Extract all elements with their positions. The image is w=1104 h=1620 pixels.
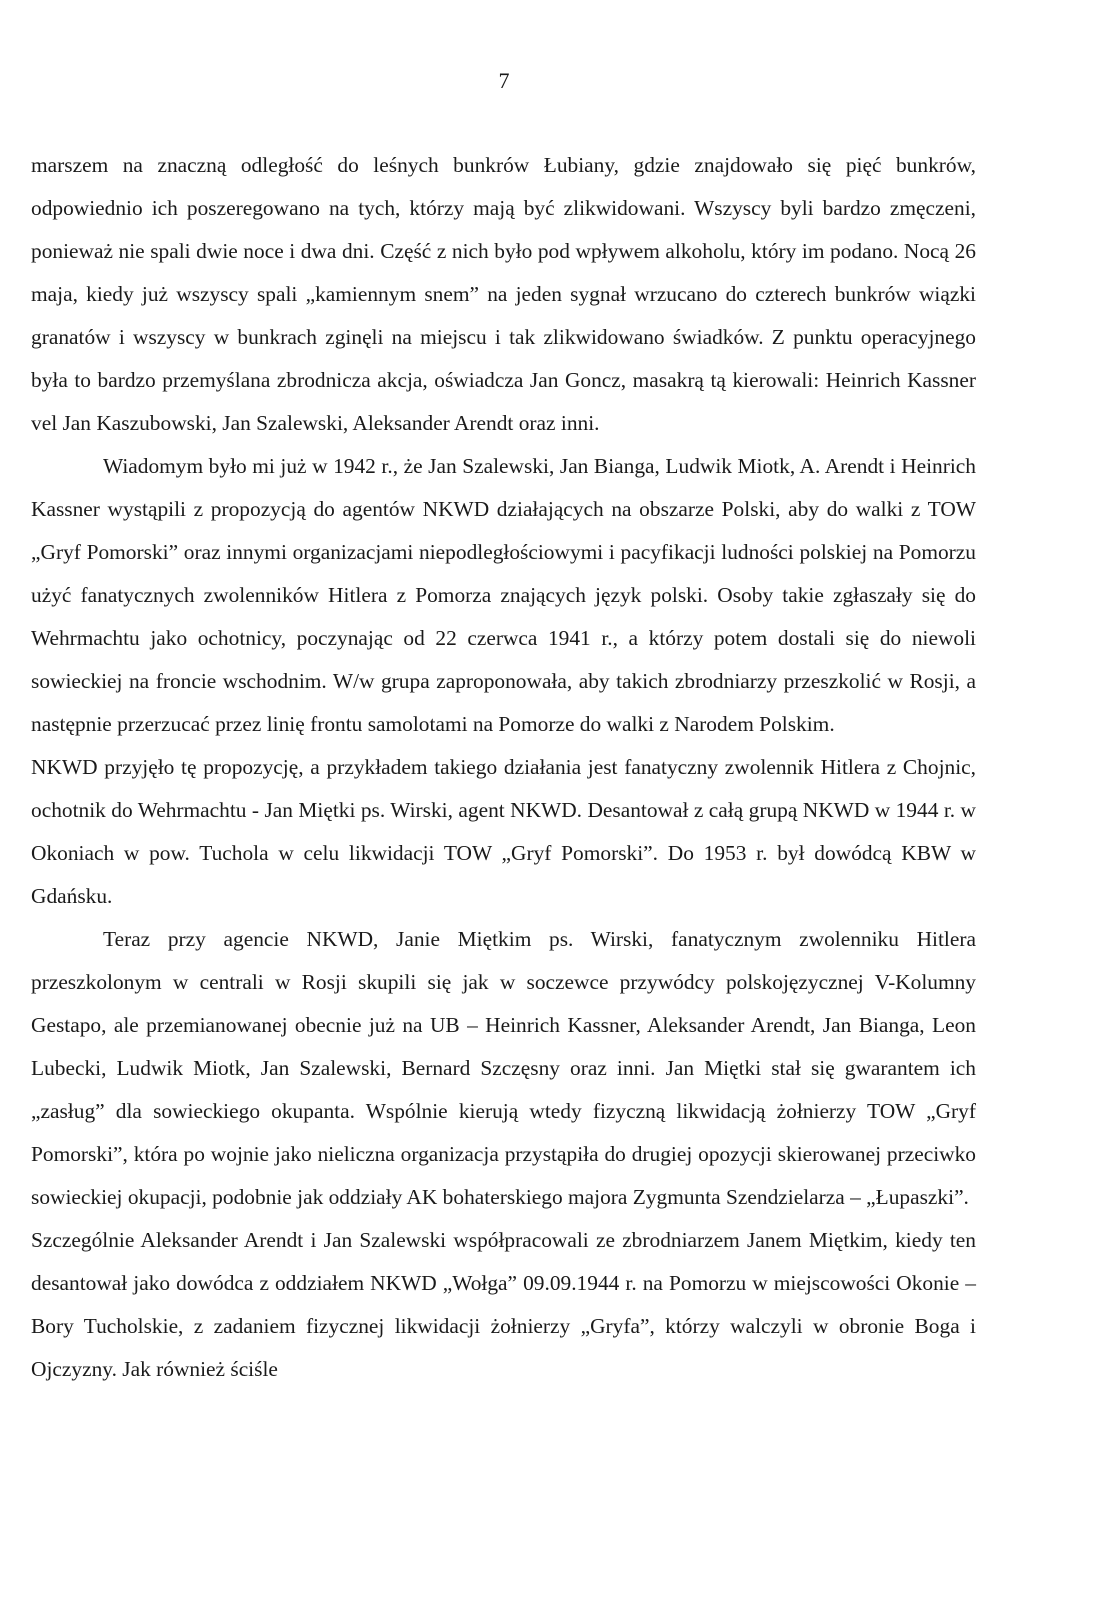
document-body <box>31 144 976 1391</box>
paragraph-2: Wiadomym było mi już w 1942 r., że Jan Szalewski, Jan Bianga, Ludwik Miotk, A. Arendt i Heinrich Kassner wystąpili z propozycją do agentów NKWD działających na obszarze Polski, aby do walki z TOW „Gryf Pomorski” oraz innymi organizacjami niepodległościowymi i pacyfikacji ludności polskiej na Pomorzu użyć fanatycznych zwolenników Hitlera z Pomorza znających język polski. Osoby takie zgłaszały się do Wehrmachtu jako ochotnicy, poczynając od 22 czerwca 1941 r., a którzy potem dostali się do niewoli sowieckiej na froncie wschodnim. W/w grupa zaproponowała, aby takich zbrodniarzy przeszkolić w Rosji, a następnie przerzucać przez linię frontu samolotami na Pomorze do walki z Narodem Polskim. <box>31 454 976 736</box>
paragraph-1: marszem na znaczną odległość do leśnych bunkrów Łubiany, gdzie znajdowało się pięć bunkrów, odpowiednio ich poszeregowano na tych, którzy mają być zlikwidowani. Wszyscy byli bardzo zmęczeni, ponieważ nie spali dwie noce i dwa dni. Część z nich było pod wpływem alkoholu, który im podano. Nocą 26 maja, kiedy już wszyscy spali „kamiennym snem” na jeden sygnał wrzucano do czterech bunkrów wiązki granatów i wszyscy w bunkrach zginęli na miejscu i tak zlikwidowano świadków. Z punktu operacyjnego była to bardzo przemyślana zbrodnicza akcja, oświadcza Jan Goncz, masakrą tą kierowali: Heinrich Kassner vel Jan Kaszubowski, Jan Szalewski, Aleksander Arendt oraz inni. <box>31 153 976 435</box>
paragraph-3: NKWD przyjęło tę propozycję, a przykładem takiego działania jest fanatyczny zwolennik Hitlera z Chojnic, ochotnik do Wehrmachtu - Jan Miętki ps. Wirski, agent NKWD. Desantował z całą grupą NKWD w 1944 r. w Okoniach w pow. Tuchola w celu likwidacji TOW „Gryf Pomorski”. Do 1953 r. był dowódcą KBW w Gdańsku. <box>31 755 976 908</box>
page-number: 7 <box>498 68 510 93</box>
paragraph-5: Szczególnie Aleksander Arendt i Jan Szalewski współpracowali ze zbrodniarzem Janem Miętkim, kiedy ten desantował jako dowódca z oddziałem NKWD „Wołga” 09.09.1944 r. na Pomorzu w miejscowości Okonie – Bory Tucholskie, z zadaniem fizycznej likwidacji żołnierzy „Gryfa”, którzy walczyli w obronie Boga i Ojczyzny. Jak również ściśle <box>31 1228 976 1381</box>
paragraph-4: Teraz przy agencie NKWD, Janie Miętkim ps. Wirski, fanatycznym zwolenniku Hitlera przeszkolonym w centrali w Rosji skupili się jak w soczewce przywódcy polskojęzycznej V-Kolumny Gestapo, ale przemianowanej obecnie już na UB – Heinrich Kassner, Aleksander Arendt, Jan Bianga, Leon Lubecki, Ludwik Miotk, Jan Szalewski, Bernard Szczęsny oraz inni. Jan Miętki stał się gwarantem ich „zasług” dla sowieckiego okupanta. Wspólnie kierują wtedy fizyczną likwidacją żołnierzy TOW „Gryf Pomorski”, która po wojnie jako nieliczna organizacja przystąpiła do drugiej opozycji skierowanej przeciwko sowieckiej okupacji, podobnie jak oddziały AK bohaterskiego majora Zygmunta Szendzielarza – „Łupaszki”. <box>31 927 976 1209</box>
